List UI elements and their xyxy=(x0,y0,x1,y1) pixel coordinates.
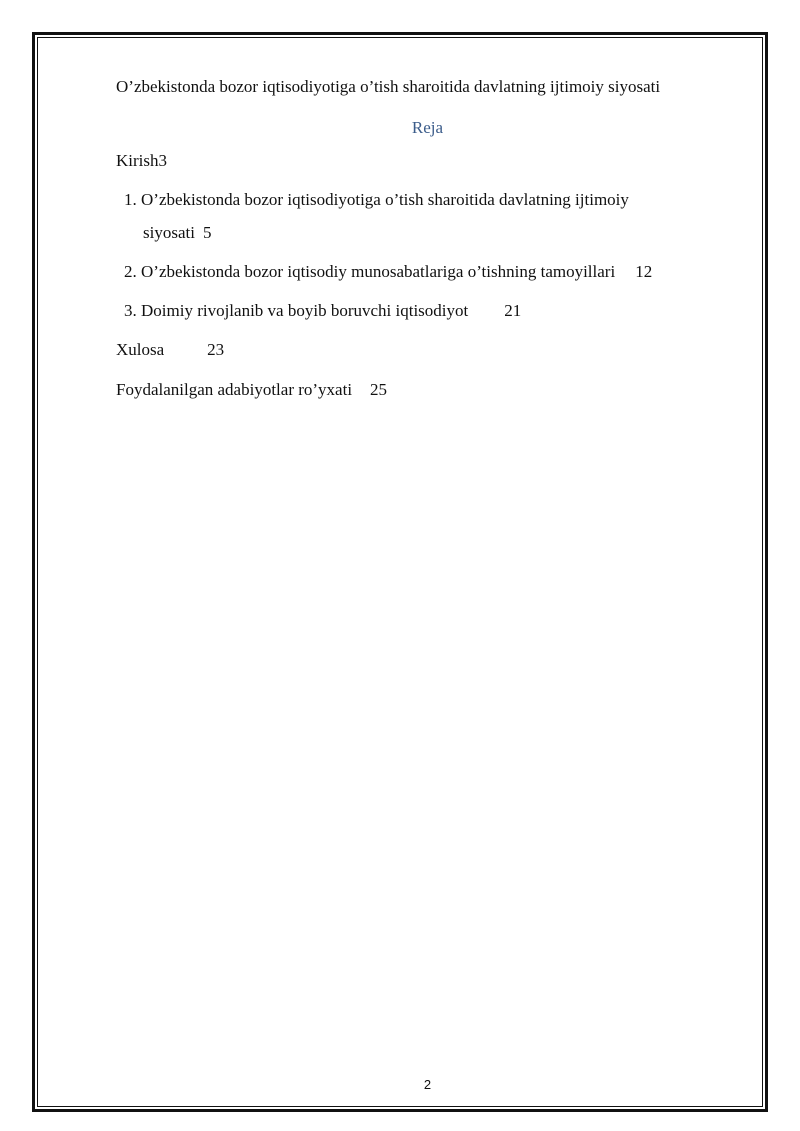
toc-item-1-label: O’zbekistonda bozor iqtisodiyotiga o’tish sharoitida davlatning ijtimoiy xyxy=(141,190,629,209)
toc-item-1 xyxy=(124,190,629,210)
toc-conclusion-label: Xulosa xyxy=(116,340,165,359)
toc-references-label: Foydalanilgan adabiyotlar ro’yxati xyxy=(116,380,353,399)
toc-conclusion-page: 23 xyxy=(207,340,225,359)
plan-heading: Reja xyxy=(411,118,444,137)
toc-item-2-page: 12 xyxy=(635,262,653,281)
toc-item-2-label: O’zbekistonda bozor iqtisodiy munosabatlariga o’tishning tamoyillari xyxy=(141,262,616,281)
toc-item-3-number: 3. xyxy=(124,301,137,320)
toc-references xyxy=(116,380,387,400)
toc-item-2 xyxy=(124,262,652,282)
toc-item-1-page: 5 xyxy=(202,223,212,242)
page-number: 2 xyxy=(423,1077,432,1092)
toc-item-1-continuation xyxy=(143,223,211,243)
toc-intro xyxy=(116,151,167,171)
toc-item-1-number: 1. xyxy=(124,190,137,209)
toc-item-3 xyxy=(124,301,521,321)
toc-intro-label: Kirish xyxy=(116,151,159,170)
toc-item-3-page: 21 xyxy=(504,301,522,320)
toc-intro-page: 3 xyxy=(158,151,167,170)
toc-item-1-label-line2: siyosati xyxy=(143,223,195,242)
toc-conclusion xyxy=(116,340,224,360)
document-title: O’zbekistonda bozor iqtisodiyotiga o’tish sharoitida davlatning ijtimoiy siyosati xyxy=(116,77,661,96)
toc-item-3-label: Doimiy rivojlanib va boyib boruvchi iqtisodiyot xyxy=(141,301,469,320)
toc-item-2-number: 2. xyxy=(124,262,137,281)
toc-references-page: 25 xyxy=(370,380,388,399)
